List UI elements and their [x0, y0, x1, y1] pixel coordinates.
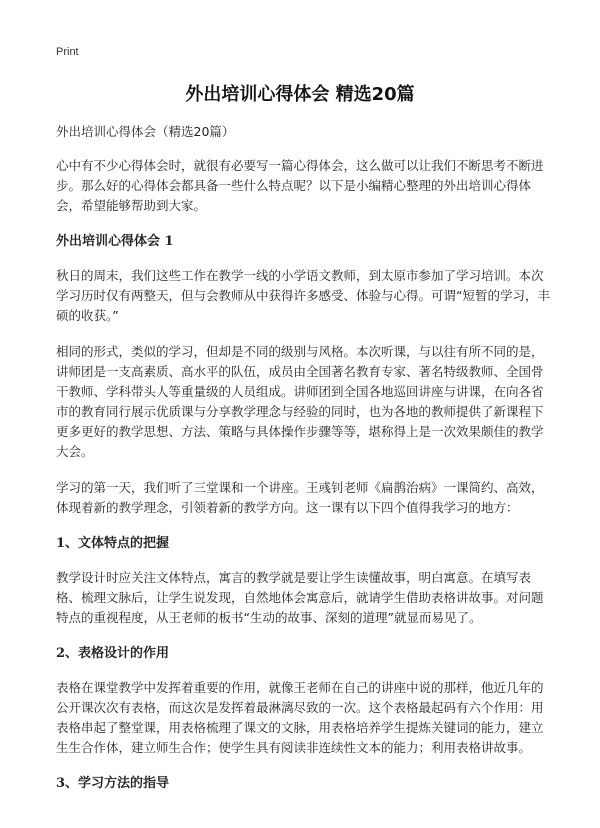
intro-paragraph: 心中有不少心得体会时，就很有必要写一篇心得体会，这么做可以让我们不断思考不断进步。那么好的心得体会都具备一些什么特点呢？以下是小编精心整理的外出培训心得体会，希望能够帮助到大家。: [56, 158, 544, 213]
body-paragraph: 教学设计时应关注文体特点，寓言的教学就是要让学生读懂故事，明白寓意。在填写表格、梳理文脉后，让学生说发现，自然地体会寓意后，就请学生借助表格讲故事。对问题特点的重视程度，从王老师的板书“生动的故事、深刻的道理”就显而易见了。: [56, 570, 544, 625]
page-title: 外出培训心得体会 精选20篇: [185, 84, 415, 105]
subsection-heading: 1、文体特点的把握: [56, 536, 170, 551]
body-paragraph: 学习的第一天，我们听了三堂课和一个讲座。王彧钊老师《扁鹊治病》一课简约、高效，体现着新的教学理念，引领着新的教学方向。这一课有以下四个值得我学习的地方：: [56, 480, 544, 515]
body-paragraph: 相同的形式，类似的学习，但却是不同的级别与风格。本次听课，与以往有所不同的是，讲师团是一支高素质、高水平的队伍，成员由全国著名教育专家、著名特级教师、全国骨干教师、学科带头人等重量级的人员组成。讲师团到全国各地巡回讲座与讲课，在向各省市的教育同行展示优质课与分享教学理念与经验的同时，也为各地的教师提供了新课程下更多更好的教学思想、方法、策略与具体操作步骤等等，堪称得上是一次效果颇佳的教学大会。: [56, 344, 544, 459]
body-paragraph: 秋日的周末，我们这些工作在教学一线的小学语文教师，到太原市参加了学习培训。本次学习历时仅有两整天，但与会教师从中获得许多感受、体验与心得。可谓“短暂的学习，丰硕的收获。”: [56, 268, 550, 323]
section-heading: 外出培训心得体会 1: [56, 234, 174, 249]
body-paragraph: 表格在课堂教学中发挥着重要的作用，就像王老师在自己的讲座中说的那样，他近几年的公开课次次有表格，而这次是发挥着最淋漓尽致的一次。这个表格最起码有六个作用：用表格串起了整堂课，用表格梳理了课文的文脉，用表格培养学生提炼关键词的能力，建立生生合作体，建立师生合作；使学生具有阅读非连续性文本的能力；利用表格讲故事。: [56, 680, 544, 755]
subsection-heading: 3、学习方法的指导: [56, 776, 170, 791]
print-label[interactable]: Print: [56, 46, 79, 58]
subsection-heading: 2、表格设计的作用: [56, 646, 170, 661]
document-subtitle: 外出培训心得体会（精选20篇）: [56, 124, 235, 139]
document-body: [56, 122, 552, 808]
